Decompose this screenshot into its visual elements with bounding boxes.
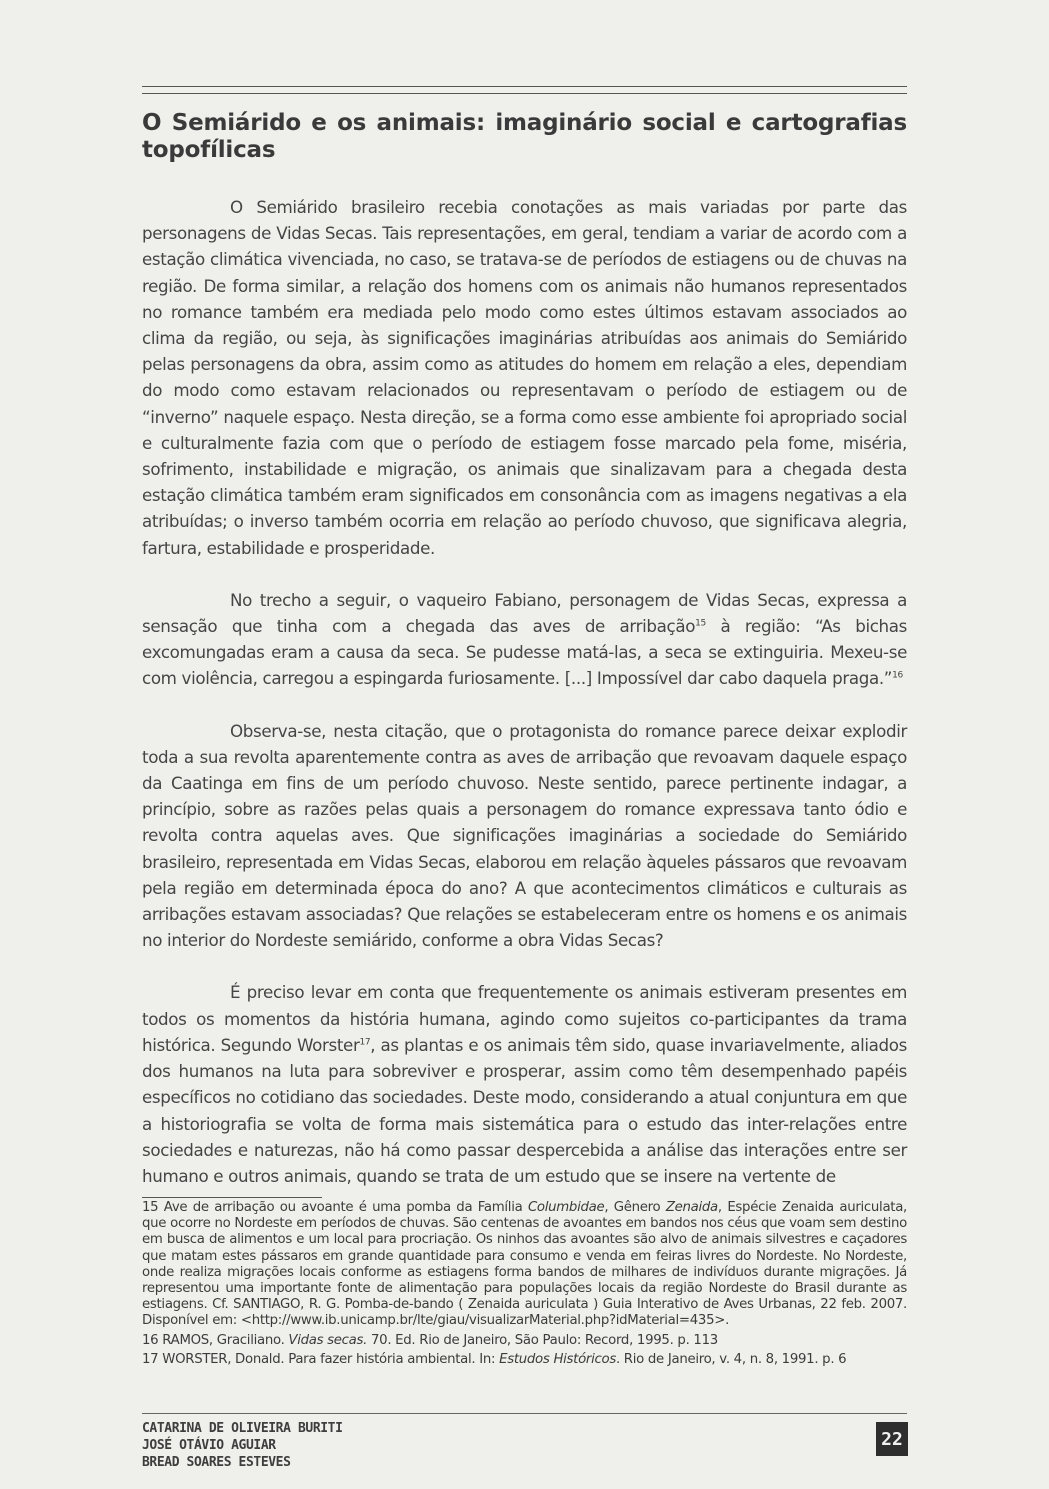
footnote-17-text-b: . Rio de Janeiro, v. 4, n. 8, 1991. p. 6 <box>615 1351 847 1367</box>
footnote-15-text-a: 15 Ave de arribação ou avoante é uma pomba da Família <box>142 1200 528 1215</box>
paragraph-4 <box>142 979 907 1189</box>
footnote-17-text-a: 17 WORSTER, Donald. Para fazer história ambiental. In: <box>142 1351 500 1367</box>
footnotes <box>142 1200 907 1371</box>
footnote-16-italic: Vidas secas. <box>288 1332 368 1348</box>
footnote-15-text-b: , Gênero <box>604 1200 666 1215</box>
paragraph-4-text-a: É preciso levar em conta que frequentemente os animais estiveram presentes em todos os momentos da história humana, agindo como sujeitos co-participantes da trama histórica. Segundo Worster <box>142 982 907 1055</box>
paragraph-4-text-b: , as plantas e os animais têm sido, quase invariavelmente, aliados dos humanos na luta para sobreviver e prosperar, assim como têm desempenhado papéis específicos no cotidiano das sociedades. Deste modo, considerando a atual conjuntura em que a historiografia se volta de forma mais sistemática para o estudo das inter-relações entre sociedades e naturezas, não há como passar despercebida a análise das interações entre ser humano e outros animais, quando se trata de um estudo que se insere na vertente de <box>142 1034 907 1186</box>
author-3: BREAD SOARES ESTEVES <box>142 1454 291 1471</box>
author-list <box>142 1420 343 1471</box>
footnote-16-text-b: 70. Ed. Rio de Janeiro, São Paulo: Record, 1995. p. 113 <box>367 1332 718 1348</box>
footnote-ref-16[interactable]: 16 <box>892 670 903 681</box>
footnote-17 <box>142 1352 907 1368</box>
footnote-15 <box>142 1200 907 1330</box>
footer-rule <box>142 1413 907 1414</box>
footnote-16-text-a: 16 RAMOS, Graciliano. <box>142 1332 289 1348</box>
section-title: O Semiárido e os animais: imaginário social e cartografias topofílicas <box>142 110 907 163</box>
footnote-16 <box>142 1333 907 1349</box>
author-2: JOSÉ OTÁVIO AGUIAR <box>142 1437 276 1454</box>
header-double-rule <box>142 86 907 94</box>
author-1: CATARINA DE OLIVEIRA BURITI <box>142 1420 343 1437</box>
footnote-15-italic-1: Columbidae <box>527 1200 605 1215</box>
footnote-separator <box>142 1197 322 1198</box>
paragraph-2 <box>142 587 907 692</box>
footnote-ref-15[interactable]: 15 <box>695 618 706 629</box>
paragraph-2-text-b: à região: “As bichas excomungadas eram a causa da seca. Se pudesse matá-las, a seca se extinguiria. Mexeu-se com violência, carregou a espingarda furiosamente. [...] Impossível dar cabo daquela praga.” <box>142 616 907 689</box>
footnote-17-italic: Estudos Históricos <box>499 1351 616 1367</box>
page-number-badge: 22 <box>876 1422 908 1456</box>
body-text <box>142 194 907 1189</box>
paragraph-3: Observa-se, nesta citação, que o protagonista do romance parece deixar explodir toda a sua revolta aparentemente contra as aves de arribação que revoavam daquele espaço da Caatinga em fins de um período chuvoso. Neste sentido, parece pertinente indagar, a princípio, sobre as razões pelas quais a personagem do romance expressava tanto ódio e revolta contra aquelas aves. Que significações imaginárias a sociedade do Semiárido brasileiro, representada em Vidas Secas, elaborou em relação àqueles pássaros que revoavam pela região em determinada época do ano? A que acontecimentos climáticos e culturais as arribações estavam associadas? Que relações se estabeleceram entre os homens e os animais no interior do Nordeste semiárido, conforme a obra Vidas Secas? <box>142 720 907 951</box>
footnote-15-italic-2: Zenaida <box>665 1200 718 1215</box>
paragraph-1: O Semiárido brasileiro recebia conotações as mais variadas por parte das personagens de Vidas Secas. Tais representações, em geral, tendiam a variar de acordo com a estação climática vivenciada, no caso, se tratava-se de períodos de estiagens ou de chuvas na região. De forma similar, a relação dos homens com os animais não humanos representados no romance também era mediada pelo modo como estes últimos estavam associados ao clima da região, ou seja, às significações imaginárias atribuídas aos animais do Semiárido pelas personagens da obra, assim como as atitudes do homem em relação a eles, dependiam do modo como estavam relacionados ou representavam o período de estiagem ou de “inverno” naquele espaço. Nesta direção, se a forma como esse ambiente foi apropriado social e culturalmente fazia com que o período de estiagem fosse marcado pela fome, miséria, sofrimento, instabilidade e migração, os animais que sinalizavam para a chegada desta estação climática também eram significados em consonância com as imagens negativas a ela atribuídas; o inverso também ocorria em relação ao período chuvoso, que significava alegria, fartura, estabilidade e prosperidade. <box>142 197 907 558</box>
footnote-15-text-c: , Espécie Zenaida auriculata, que ocorre no Nordeste em períodos de chuvas. São centenas de avoantes em bandos nos céus que voam sem destino em busca de alimentos e um local para procriação. Os ninhos das avoantes são alvo de animais silvestres e caçadores que matam estes pássaros em grande quantidade para consumo e venda em feiras livres do Nordeste. No Nordeste, onde realiza migrações locais conforme as estiagens forma bandos de milhares de indivíduos durante migrações. Já representou uma importante fonte de alimentação para populações locais da região Nordeste do Brasil durante as estiagens. Cf. SANTIAGO, R. G. Pomba-de-bando ( Zenaida auriculata ) Guia Interativo de Aves Urbanas, 22 feb. 2007. Disponível em: <http://www.ib.unicamp.br/lte/giau/visualizarMaterial.php?idMaterial=435>. <box>142 1200 907 1329</box>
paragraph-2-text-a: No trecho a seguir, o vaqueiro Fabiano, personagem de Vidas Secas, expressa a sensação que tinha com a chegada das aves de arribação <box>142 589 907 637</box>
footnote-ref-17[interactable]: 17 <box>359 1037 371 1048</box>
